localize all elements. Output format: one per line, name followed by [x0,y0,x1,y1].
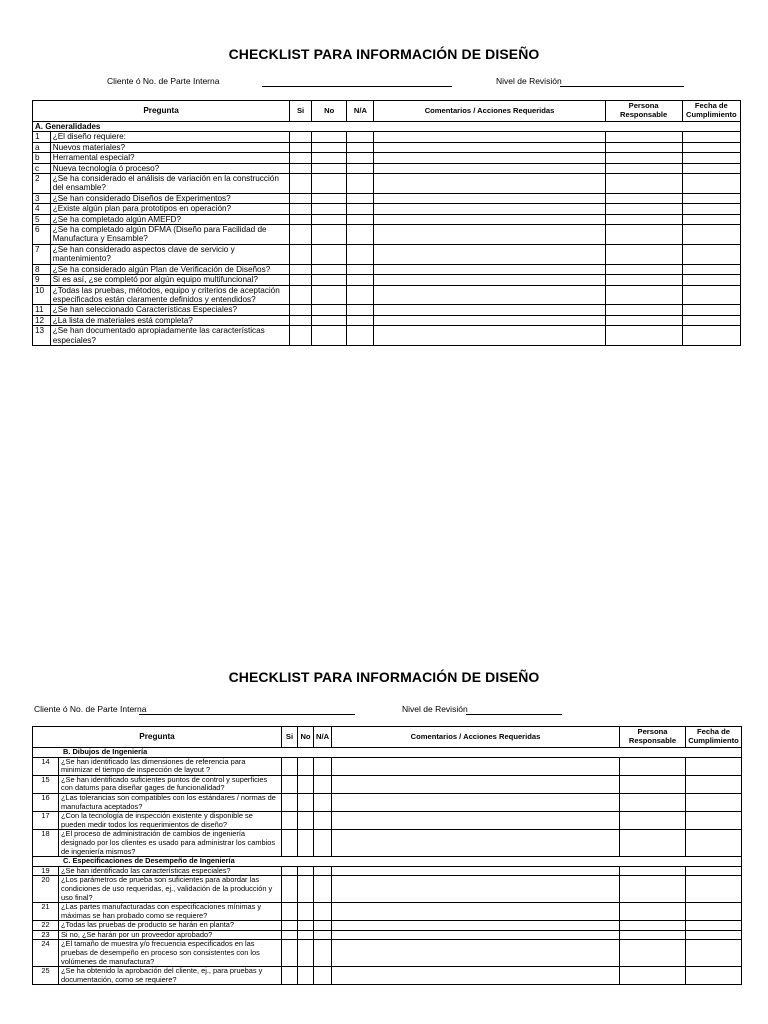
responsible-cell[interactable] [605,132,682,142]
na-cell[interactable] [314,903,332,921]
na-cell[interactable] [347,326,374,346]
checklist-row [33,315,741,325]
no-cell[interactable] [298,793,314,811]
na-cell[interactable] [347,132,374,142]
no-cell[interactable] [312,214,347,224]
question-number: 7 [33,244,51,264]
question-number: 15 [33,775,59,793]
table-header-row [33,101,741,122]
na-cell[interactable] [347,204,374,214]
section-a-title: A. Generalidades [33,122,741,132]
date-cell[interactable] [686,940,742,967]
responsible-cell[interactable] [605,214,682,224]
si-cell[interactable] [282,812,298,830]
si-cell[interactable] [282,967,298,985]
question-number: 8 [33,264,51,274]
date-cell[interactable] [682,132,740,142]
no-cell[interactable] [312,132,347,142]
header-no: No [298,727,314,748]
no-cell[interactable] [312,275,347,285]
na-cell[interactable] [347,163,374,173]
header-si: Si [282,727,298,748]
date-cell[interactable] [686,775,742,793]
question-text: Nuevos materiales? [50,142,289,152]
no-cell[interactable] [298,903,314,921]
question-number: 1 [33,132,51,142]
responsible-cell[interactable] [605,285,682,305]
responsible-cell[interactable] [620,921,686,931]
date-cell[interactable] [682,305,740,315]
no-cell[interactable] [312,142,347,152]
section-c-title: C. Especificaciones de Desempeño de Ingeniería [33,857,742,867]
question-text: ¿El diseño requiere: [50,132,289,142]
si-cell[interactable] [282,757,298,775]
checklist-row [33,921,742,931]
si-cell[interactable] [290,326,312,346]
si-cell[interactable] [282,876,298,903]
header-comentarios: Comentarios / Acciones Requeridas [332,727,620,748]
question-text: Si no, ¿Se harán por un proveedor aprobado? [59,930,282,940]
si-cell[interactable] [290,153,312,163]
si-cell[interactable] [290,285,312,305]
responsible-cell[interactable] [620,903,686,921]
comments-cell[interactable] [374,204,605,214]
question-number: 12 [33,315,51,325]
na-cell[interactable] [314,793,332,811]
date-cell[interactable] [686,757,742,775]
question-number: 3 [33,193,51,203]
si-cell[interactable] [282,940,298,967]
header-fecha: Fecha de Cumplimiento [686,727,742,748]
comments-cell[interactable] [374,326,605,346]
no-cell[interactable] [312,193,347,203]
question-number: 5 [33,214,51,224]
date-cell[interactable] [682,225,740,245]
no-cell[interactable] [312,315,347,325]
question-text: Si es así, ¿se completó por algún equipo multifuncional? [50,275,289,285]
comments-cell[interactable] [332,866,620,876]
no-cell[interactable] [298,921,314,931]
date-cell[interactable] [686,876,742,903]
checklist-row [33,866,742,876]
no-cell[interactable] [312,204,347,214]
date-cell[interactable] [686,930,742,940]
na-cell[interactable] [314,812,332,830]
date-cell[interactable] [686,921,742,931]
responsible-cell[interactable] [605,225,682,245]
na-cell[interactable] [347,275,374,285]
si-cell[interactable] [290,163,312,173]
si-cell[interactable] [290,214,312,224]
date-cell[interactable] [682,315,740,325]
question-number: 9 [33,275,51,285]
header-pregunta: Pregunta [33,727,282,748]
checklist-row [33,153,741,163]
comments-cell[interactable] [332,876,620,903]
checklist-row [33,830,742,857]
si-cell[interactable] [282,866,298,876]
question-number: 20 [33,876,59,903]
no-cell[interactable] [298,930,314,940]
question-text: ¿Se ha obtenido la aprobación del cliente, ej., para pruebas y documentación, como se requiere? [59,967,282,985]
checklist-row [33,193,741,203]
si-cell[interactable] [290,275,312,285]
question-text: ¿Se han identificado suficientes puntos de control y superficies con datums para diseñar gages de funcionalidad? [59,775,282,793]
responsible-cell[interactable] [605,153,682,163]
question-number: 13 [33,326,51,346]
section-row [33,857,742,867]
responsible-cell[interactable] [620,967,686,985]
date-cell[interactable] [686,812,742,830]
question-text: ¿Se ha considerado algún Plan de Verificación de Diseños? [50,264,289,274]
na-cell[interactable] [347,244,374,264]
question-number: 16 [33,793,59,811]
no-cell[interactable] [312,174,347,194]
question-number: b [33,153,51,163]
na-cell[interactable] [314,757,332,775]
na-cell[interactable] [347,193,374,203]
checklist-row [33,174,741,194]
comments-cell[interactable] [374,142,605,152]
comments-cell[interactable] [374,264,605,274]
date-cell[interactable] [682,214,740,224]
question-text: Nueva tecnología ó proceso? [50,163,289,173]
responsible-cell[interactable] [620,940,686,967]
checklist-row [33,326,741,346]
date-cell[interactable] [682,153,740,163]
checklist-row [33,142,741,152]
question-text: ¿El tamaño de muestra y/o frecuencia especificados en las pruebas de desempeño en proceso son consistentes con los volúmenes de manufactura? [59,940,282,967]
header-no: No [312,101,347,122]
na-cell[interactable] [314,876,332,903]
checklist-row [33,225,741,245]
comments-cell[interactable] [374,153,605,163]
question-number: 6 [33,225,51,245]
comments-cell[interactable] [374,285,605,305]
date-cell[interactable] [682,204,740,214]
question-number: c [33,163,51,173]
section-b-title: B. Dibujos de Ingeniería [33,748,742,758]
question-number: 24 [33,940,59,967]
na-cell[interactable] [314,967,332,985]
na-cell[interactable] [347,285,374,305]
date-cell[interactable] [682,142,740,152]
checklist-row [33,204,741,214]
comments-cell[interactable] [374,174,605,194]
question-number: 18 [33,830,59,857]
checklist-row [33,757,742,775]
header-fecha: Fecha de Cumplimiento [682,101,740,122]
question-text: ¿Se ha completado algún DFMA (Diseño para Facilidad de Manufactura y Ensamble? [50,225,289,245]
si-cell[interactable] [290,174,312,194]
si-cell[interactable] [290,132,312,142]
no-cell[interactable] [298,940,314,967]
header-persona: Persona Responsable [605,101,682,122]
comments-cell[interactable] [374,132,605,142]
si-cell[interactable] [290,142,312,152]
responsible-cell[interactable] [605,163,682,173]
question-number: 4 [33,204,51,214]
responsible-cell[interactable] [620,866,686,876]
checklist-row [33,132,741,142]
checklist-page-2 [0,660,768,1024]
header-na: N/A [347,101,374,122]
question-number: 22 [33,921,59,931]
si-cell[interactable] [290,264,312,274]
responsible-cell[interactable] [620,812,686,830]
no-cell[interactable] [312,244,347,264]
checklist-row [33,275,741,285]
header-si: Si [290,101,312,122]
header-pregunta: Pregunta [33,101,290,122]
comments-cell[interactable] [374,193,605,203]
checklist-row [33,876,742,903]
no-cell[interactable] [298,757,314,775]
revision-field[interactable] [560,86,684,87]
question-number: 17 [33,812,59,830]
no-cell[interactable] [312,285,347,305]
date-cell[interactable] [682,174,740,194]
comments-cell[interactable] [374,275,605,285]
checklist-row [33,214,741,224]
date-cell[interactable] [686,830,742,857]
comments-cell[interactable] [374,214,605,224]
responsible-cell[interactable] [620,793,686,811]
question-number: 10 [33,285,51,305]
no-cell[interactable] [312,153,347,163]
na-cell[interactable] [314,866,332,876]
checklist-row [33,264,741,274]
checklist-row [33,285,741,305]
comments-cell[interactable] [374,305,605,315]
no-cell[interactable] [298,775,314,793]
client-field[interactable] [139,714,355,715]
na-cell[interactable] [347,153,374,163]
no-cell[interactable] [298,830,314,857]
question-number: 14 [33,757,59,775]
section-row [33,748,742,758]
si-cell[interactable] [282,830,298,857]
responsible-cell[interactable] [620,775,686,793]
responsible-cell[interactable] [605,275,682,285]
question-text: ¿Todas las pruebas de producto se harán en planta? [59,921,282,931]
table-header-row [33,727,742,748]
responsible-cell[interactable] [605,142,682,152]
responsible-cell[interactable] [605,305,682,315]
question-number: 25 [33,967,59,985]
comments-cell[interactable] [332,930,620,940]
question-text: ¿Se han documentado apropiadamente las características especiales? [50,326,289,346]
no-cell[interactable] [298,866,314,876]
si-cell[interactable] [282,930,298,940]
no-cell[interactable] [312,264,347,274]
question-text: ¿Se ha completado algún AMEFD? [50,214,289,224]
na-cell[interactable] [347,264,374,274]
si-cell[interactable] [290,225,312,245]
responsible-cell[interactable] [620,830,686,857]
comments-cell[interactable] [332,940,620,967]
responsible-cell[interactable] [605,315,682,325]
question-text: ¿Los parámetros de prueba son suficientes para abordar las condiciones de uso requeridas, ej., validación de la producción y uso final? [59,876,282,903]
comments-cell[interactable] [374,244,605,264]
na-cell[interactable] [314,940,332,967]
checklist-row [33,305,741,315]
no-cell[interactable] [312,225,347,245]
na-cell[interactable] [314,921,332,931]
comments-cell[interactable] [332,830,620,857]
question-text: ¿Se han seleccionado Características Especiales? [50,305,289,315]
checklist-row [33,967,742,985]
document-title: CHECKLIST PARA INFORMACIÓN DE DISEÑO [228,46,540,62]
question-number: 2 [33,174,51,194]
question-text: ¿Se han considerado aspectos clave de servicio y mantenimiento? [50,244,289,264]
comments-cell[interactable] [332,921,620,931]
question-text: ¿Se han identificado las dimensiones de referencia para minimizar el tiempo de inspección de layout ? [59,757,282,775]
responsible-cell[interactable] [620,876,686,903]
header-na: N/A [314,727,332,748]
question-number: 11 [33,305,51,315]
si-cell[interactable] [290,315,312,325]
no-cell[interactable] [298,967,314,985]
si-cell[interactable] [290,244,312,264]
si-cell[interactable] [282,903,298,921]
checklist-table-2 [32,726,742,985]
header-persona: Persona Responsable [620,727,686,748]
checklist-row [33,163,741,173]
header-comentarios: Comentarios / Acciones Requeridas [374,101,605,122]
document-title: CHECKLIST PARA INFORMACIÓN DE DISEÑO [228,669,540,685]
responsible-cell[interactable] [605,326,682,346]
checklist-row [33,812,742,830]
si-cell[interactable] [282,921,298,931]
question-number: 19 [33,866,59,876]
date-cell[interactable] [682,264,740,274]
question-text: ¿Se ha considerado el análisis de variación en la construcción del ensamble? [50,174,289,194]
date-cell[interactable] [682,244,740,264]
question-text: ¿La lista de materiales está completa? [50,315,289,325]
responsible-cell[interactable] [620,757,686,775]
na-cell[interactable] [347,315,374,325]
responsible-cell[interactable] [605,204,682,214]
comments-cell[interactable] [374,163,605,173]
comments-cell[interactable] [374,225,605,245]
responsible-cell[interactable] [620,930,686,940]
checklist-page-1 [0,0,768,400]
date-cell[interactable] [682,326,740,346]
si-cell[interactable] [290,193,312,203]
na-cell[interactable] [347,142,374,152]
question-number: a [33,142,51,152]
no-cell[interactable] [312,326,347,346]
comments-cell[interactable] [374,315,605,325]
revision-label: Nivel de Revisión [496,76,562,86]
si-cell[interactable] [282,775,298,793]
comments-cell[interactable] [332,775,620,793]
comments-cell[interactable] [332,812,620,830]
question-text: ¿Las partes manufacturadas con especificaciones mínimas y máximas se han probado como se requiere? [59,903,282,921]
responsible-cell[interactable] [605,244,682,264]
date-cell[interactable] [686,967,742,985]
checklist-row [33,930,742,940]
question-number: 21 [33,903,59,921]
responsible-cell[interactable] [605,193,682,203]
comments-cell[interactable] [332,967,620,985]
question-number: 23 [33,930,59,940]
na-cell[interactable] [347,225,374,245]
date-cell[interactable] [682,163,740,173]
responsible-cell[interactable] [605,174,682,194]
comments-cell[interactable] [332,903,620,921]
question-text: ¿Las tolerancias son compatibles con los estándares / normas de manufactura aceptados? [59,793,282,811]
date-cell[interactable] [682,193,740,203]
checklist-row [33,903,742,921]
client-label: Cliente ó No. de Parte Interna [34,704,147,714]
question-text: ¿Se han identificado las características especiales? [59,866,282,876]
si-cell[interactable] [282,793,298,811]
checklist-row [33,775,742,793]
checklist-row [33,244,741,264]
section-row [33,122,741,132]
na-cell[interactable] [314,830,332,857]
checklist-table-1 [32,100,741,346]
na-cell[interactable] [347,305,374,315]
revision-field[interactable] [466,714,562,715]
no-cell[interactable] [298,812,314,830]
si-cell[interactable] [290,204,312,214]
date-cell[interactable] [682,285,740,305]
comments-cell[interactable] [332,757,620,775]
na-cell[interactable] [314,930,332,940]
revision-label: Nivel de Revisión [402,704,468,714]
checklist-row [33,940,742,967]
no-cell[interactable] [298,876,314,903]
checklist-row [33,793,742,811]
question-text: ¿Con la tecnología de inspección existente y disponible se pueden medir todos los requerimientos de diseño? [59,812,282,830]
date-cell[interactable] [686,903,742,921]
no-cell[interactable] [312,305,347,315]
date-cell[interactable] [682,275,740,285]
question-text: ¿Se han considerado Diseños de Experimentos? [50,193,289,203]
comments-cell[interactable] [332,793,620,811]
question-text: ¿Todas las pruebas, métodos, equipo y criterios de aceptación especificados están claramente definidos y entendidos? [50,285,289,305]
question-text: ¿Existe algún plan para prototipos en operación? [50,204,289,214]
responsible-cell[interactable] [605,264,682,274]
client-field[interactable] [262,86,452,87]
date-cell[interactable] [686,866,742,876]
no-cell[interactable] [312,163,347,173]
client-label: Cliente ó No. de Parte Interna [107,76,220,86]
si-cell[interactable] [290,305,312,315]
na-cell[interactable] [347,174,374,194]
date-cell[interactable] [686,793,742,811]
na-cell[interactable] [347,214,374,224]
na-cell[interactable] [314,775,332,793]
question-text: Herramental especial? [50,153,289,163]
question-text: ¿El proceso de administración de cambios de ingeniería designado por los clientes es usado para administrar los cambios de ingeniería mismos? [59,830,282,857]
